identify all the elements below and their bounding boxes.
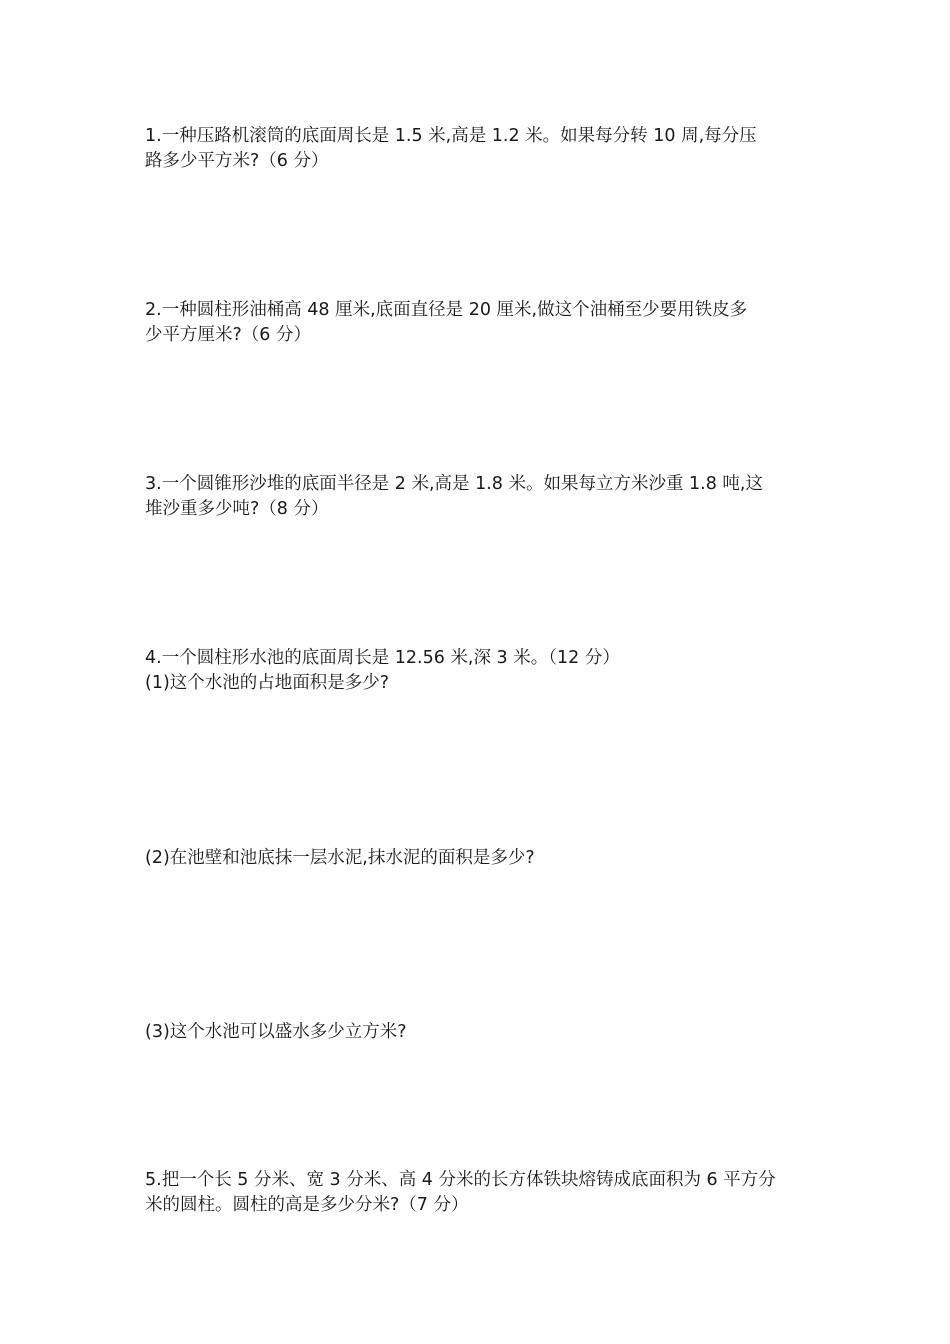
question-3 (145, 472, 815, 522)
question-1-line-1: 1.一种压路机滚筒的底面周长是 1.5 米,高是 1.2 米。如果每分转 10 周,每分压 (145, 126, 757, 146)
question-2 (145, 298, 815, 348)
question-2-line-1: 2.一种圆柱形油桶高 48 厘米,底面直径是 20 厘米,做这个油桶至少要用铁皮多 (145, 300, 748, 320)
question-5-line-2: 米的圆柱。圆柱的高是多少分米?（7 分） (145, 1195, 469, 1215)
question-3-line-2: 堆沙重多少吨?（8 分） (145, 499, 329, 519)
question-1-line-2: 路多少平方米?（6 分） (145, 151, 329, 171)
question-4-sub-2-block (145, 846, 815, 871)
question-5 (145, 1168, 815, 1218)
question-4-sub-2: (2)在池壁和池底抹一层水泥,抹水泥的面积是多少? (145, 848, 535, 868)
question-4-sub-1: (1)这个水池的占地面积是多少? (145, 673, 390, 693)
question-2-line-2: 少平方厘米?（6 分） (145, 325, 311, 345)
question-4-sub-3-block (145, 1020, 815, 1045)
question-4-sub-3: (3)这个水池可以盛水多少立方米? (145, 1022, 407, 1042)
question-4-line-1: 4.一个圆柱形水池的底面周长是 12.56 米,深 3 米。（12 分） (145, 648, 620, 668)
question-1 (145, 124, 815, 174)
question-4 (145, 646, 815, 696)
question-3-line-1: 3.一个圆锥形沙堆的底面半径是 2 米,高是 1.8 米。如果每立方米沙重 1.8 吨,这 (145, 474, 763, 494)
question-5-line-1: 5.把一个长 5 分米、宽 3 分米、高 4 分米的长方体铁块熔铸成底面积为 6 平方分 (145, 1170, 776, 1190)
